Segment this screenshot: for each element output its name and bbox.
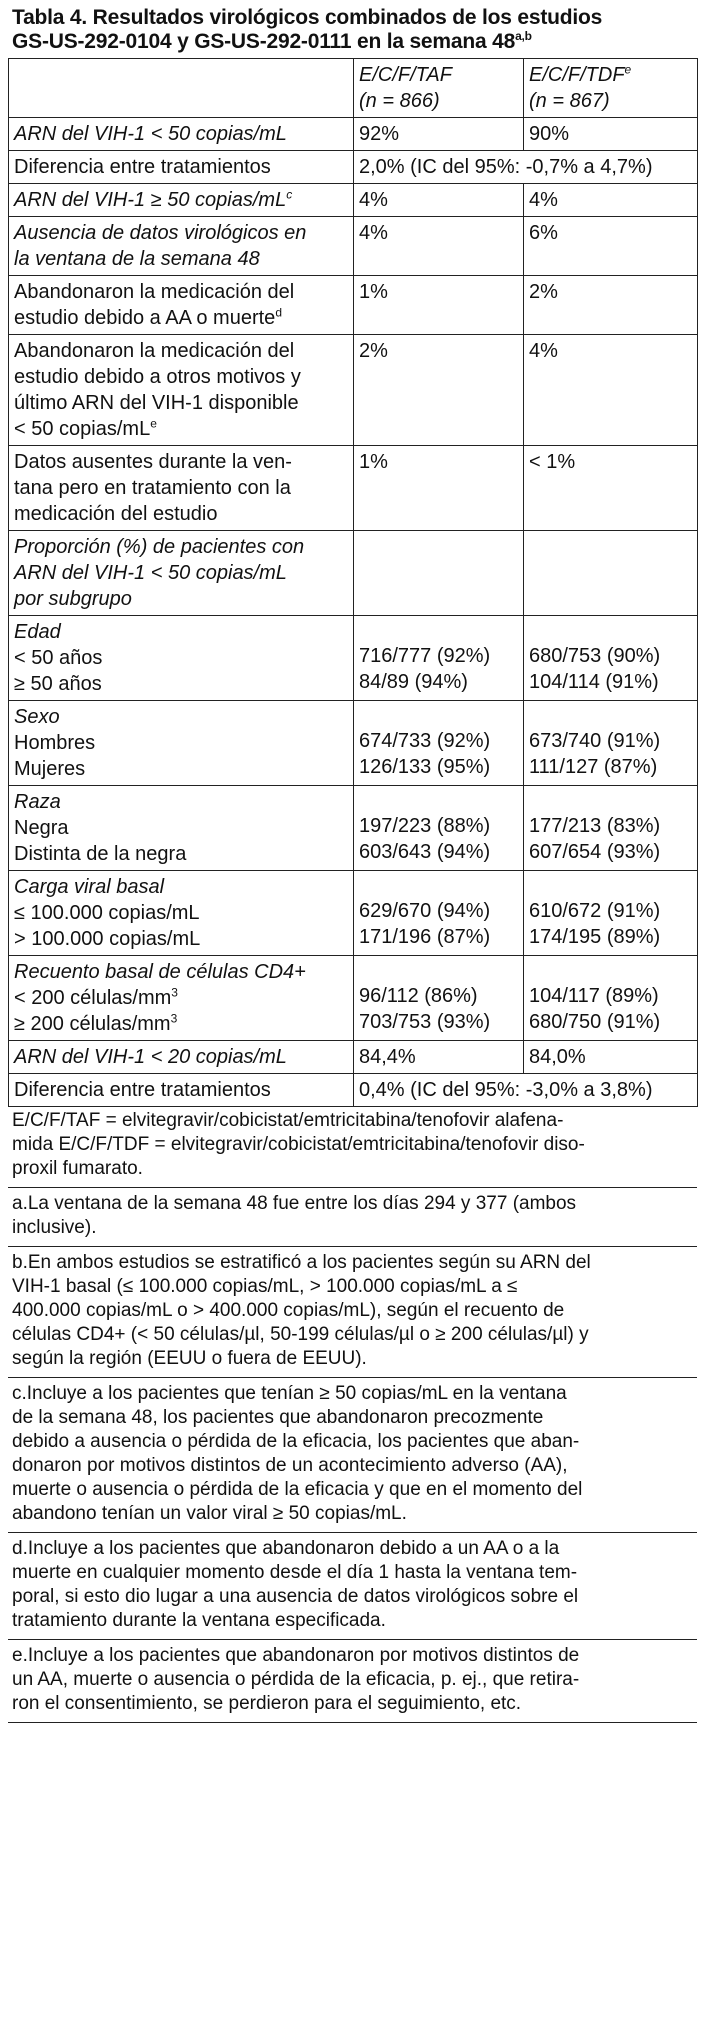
row-label: ARN del VIH-1 < 20 copias/mL — [9, 1041, 354, 1074]
cell-taf: 4% — [354, 217, 524, 276]
row-label: ARN del VIH-1 ≥ 50 copias/$mL^c$ — [9, 184, 354, 217]
footnote-c: c.Incluye a los pacientes que tenían ≥ 50 copias/mL en la ventana de la semana 48, los pacientes que abandonaron precozmente debido a ausencia o pérdida de la eficacia, los pacientes que aban- donaron por motivos distintos de un acontecimiento adverso (AA), muerte o ausencia o pérdida de la eficacia y que en el momento del abandono tenían un valor viral ≥ 50 copias/mL. — [8, 1377, 697, 1532]
row-label: Recuento basal de células CD4+ < 200 células/$mm^3$ ≥ 200 células/$mm^3$ — [9, 956, 354, 1041]
cell-difference: 0,4% (IC del 95%: -3,0% a 3,8%) — [354, 1074, 698, 1107]
row-label: ARN del VIH-1 < 50 copias/mL — [9, 118, 354, 151]
cell-taf: 716/777 (92%) 84/89 (94%) — [354, 616, 524, 701]
cell-taf — [354, 531, 524, 616]
table-row — [9, 1074, 698, 1107]
header-empty-cell — [9, 59, 354, 118]
results-table — [8, 58, 698, 1107]
cell-tdf: 4% — [524, 335, 698, 446]
title-line-1: Tabla 4. Resultados virológicos combinados de los estudios — [12, 6, 603, 29]
table-row — [9, 531, 698, 616]
cell-tdf: 104/117 (89%) 680/750 (91%) — [524, 956, 698, 1041]
cell-tdf: 90% — [524, 118, 698, 151]
table-row — [9, 276, 698, 335]
subgroup-row-raza — [9, 786, 698, 871]
row-label: Proporción (%) de pacientes con ARN del VIH-1 < 50 copias/mL por subgrupo — [9, 531, 354, 616]
cell-difference: 2,0% (IC del 95%: -0,7% a 4,7%) — [354, 151, 698, 184]
cell-taf: 4% — [354, 184, 524, 217]
table-row — [9, 217, 698, 276]
title-footnote-ref: a,b — [515, 29, 532, 43]
document-page — [8, 0, 697, 1723]
footnote-d: d.Incluye a los pacientes que abandonaron debido a un AA o a la muerte en cualquier momento desde el día 1 hasta la ventana tem- poral, si esto dio lugar a una ausencia de datos virológicos sobre el tratamiento durante la ventana especificada. — [8, 1532, 697, 1639]
table-row — [9, 335, 698, 446]
cell-taf: 197/223 (88%) 603/643 (94%) — [354, 786, 524, 871]
row-label: Abandonaron la medicación del estudio debido a AA o muerte$^d$ — [9, 276, 354, 335]
cell-taf: 1% — [354, 446, 524, 531]
table-row — [9, 118, 698, 151]
table-row — [9, 151, 698, 184]
footnote-b: b.En ambos estudios se estratificó a los pacientes según su ARN del VIH-1 basal (≤ 100.000 copias/mL, > 100.000 copias/mL a ≤ 400.000 copias/mL o > 400.000 copias/mL), según el recuento de células CD4+ (< 50 células/µl, 50-199 células/µl o ≥ 200 células/µl) y según la región (EEUU o fuera de EEUU). — [8, 1246, 697, 1377]
row-label: Carga viral basal ≤ 100.000 copias/mL > 100.000 copias/mL — [9, 871, 354, 956]
cell-taf: 96/112 (86%) 703/753 (93%) — [354, 956, 524, 1041]
cell-tdf: 680/753 (90%) 104/114 (91%) — [524, 616, 698, 701]
footnote-a: a.La ventana de la semana 48 fue entre los días 294 y 377 (ambos inclusive). — [8, 1187, 697, 1246]
row-label: Diferencia entre tratamientos — [9, 1074, 354, 1107]
cell-tdf: 2% — [524, 276, 698, 335]
cell-taf: 629/670 (94%) 171/196 (87%) — [354, 871, 524, 956]
footnote-abbreviations: E/C/F/TAF = elvitegravir/cobicistat/emtricitabina/tenofovir alafena- mida E/C/F/TDF = elvitegravir/cobicistat/emtricitabina/tenofovir diso- proxil fumarato. — [12, 1110, 585, 1179]
cell-taf: 84,4% — [354, 1041, 524, 1074]
cell-taf: 2% — [354, 335, 524, 446]
row-label: Edad < 50 años ≥ 50 años — [9, 616, 354, 701]
title-line-2: GS-US-292-0104 y GS-US-292-0111 en la semana 48$^{a,b}$ — [12, 29, 532, 53]
cell-taf: 92% — [354, 118, 524, 151]
cell-tdf: < 1% — [524, 446, 698, 531]
cell-taf: 674/733 (92%) 126/133 (95%) — [354, 701, 524, 786]
subgroup-row-edad — [9, 616, 698, 701]
table-row — [9, 1041, 698, 1074]
subgroup-row-cd4 — [9, 956, 698, 1041]
row-label: Abandonaron la medicación del estudio debido a otros motivos y último ARN del VIH-1 disponible < 50 copias/$mL^e$ — [9, 335, 354, 446]
table-row — [9, 446, 698, 531]
row-label: Ausencia de datos virológicos en la ventana de la semana 48 — [9, 217, 354, 276]
header-col-taf: E/C/F/TAF (n = 866) — [354, 59, 524, 118]
cell-tdf — [524, 531, 698, 616]
cell-tdf: 84,0% — [524, 1041, 698, 1074]
header-col-tdf: E/C/F/TDF$^e$ (n = 867) — [524, 59, 698, 118]
footnote-e: e.Incluye a los pacientes que abandonaron por motivos distintos de un AA, muerte o ausencia o pérdida de la eficacia, p. ej., que retira- ron el consentimiento, se perdieron para el seguimiento, etc. — [8, 1639, 697, 1723]
header-row — [9, 59, 698, 118]
cell-tdf: 610/672 (91%) 174/195 (89%) — [524, 871, 698, 956]
row-label: Diferencia entre tratamientos — [9, 151, 354, 184]
subgroup-row-carga — [9, 871, 698, 956]
cell-taf: 1% — [354, 276, 524, 335]
cell-tdf: 673/740 (91%) 111/127 (87%) — [524, 701, 698, 786]
cell-tdf: 177/213 (83%) 607/654 (93%) — [524, 786, 698, 871]
row-label: Sexo Hombres Mujeres — [9, 701, 354, 786]
table-row — [9, 184, 698, 217]
row-label: Datos ausentes durante la ven- tana pero en tratamiento con la medicación del estudio — [9, 446, 354, 531]
table-title — [12, 6, 697, 54]
cell-tdf: 4% — [524, 184, 698, 217]
cell-tdf: 6% — [524, 217, 698, 276]
row-label: Raza Negra Distinta de la negra — [9, 786, 354, 871]
subgroup-row-sexo — [9, 701, 698, 786]
footnotes — [8, 1107, 697, 1723]
